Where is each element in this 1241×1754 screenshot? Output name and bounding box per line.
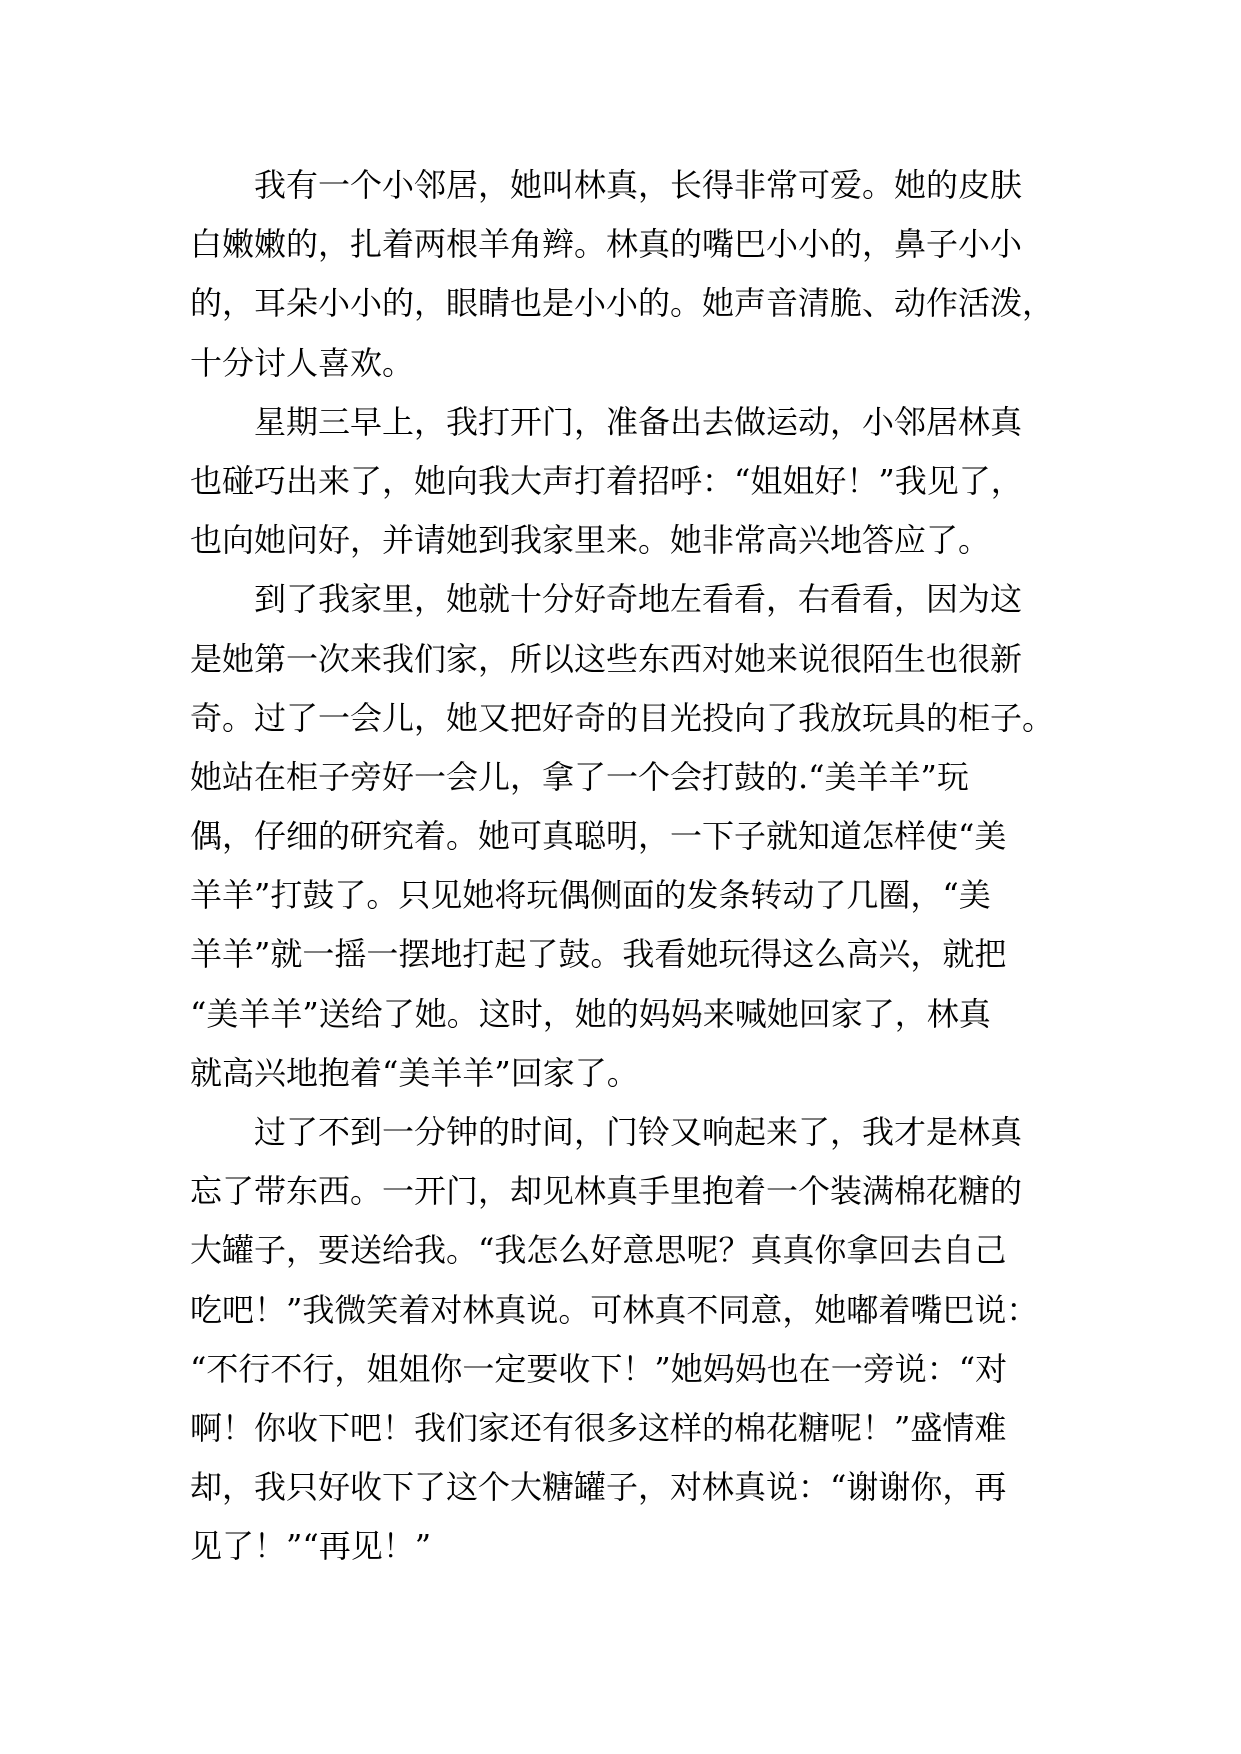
text-line: “美羊羊”送给了她。这时，她的妈妈来喊她回家了，林真 xyxy=(190,994,991,1033)
text-line: “不行不行，姐姐你一定要收下！”她妈妈也在一旁说：“对 xyxy=(190,1349,1008,1388)
text-line: 忘了带东西。一开门，却见林真手里抱着一个装满棉花糖的 xyxy=(190,1172,1023,1211)
text-line: 也碰巧出来了，她向我大声打着招呼：“姐姐好！”我见了， xyxy=(190,461,1023,500)
text-line: 啊！你收下吧！我们家还有很多这样的棉花糖呢！”盛情难 xyxy=(190,1408,1007,1447)
text-line: 大罐子，要送给我。“我怎么好意思呢？真真你拿回去自己 xyxy=(190,1231,1007,1270)
text-line: 是她第一次来我们家，所以这些东西对她来说很陌生也很新 xyxy=(190,639,1023,678)
text-line: 见了！”“再见！” xyxy=(190,1527,432,1566)
paragraph-1 xyxy=(190,156,1070,393)
text-line: 十分讨人喜欢。 xyxy=(190,343,415,382)
text-line: 星期三早上，我打开门，准备出去做运动，小邻居林真 xyxy=(190,402,1023,441)
text-line: 的，耳朵小小的，眼睛也是小小的。她声音清脆、动作活泼， xyxy=(190,284,1055,323)
text-line: 奇。过了一会儿，她又把好奇的目光投向了我放玩具的柜子。 xyxy=(190,698,1055,737)
text-line: 羊羊”就一摇一摆地打起了鼓。我看她玩得这么高兴，就把 xyxy=(190,935,1007,974)
text-line: 白嫩嫩的，扎着两根羊角辫。林真的嘴巴小小的，鼻子小小 xyxy=(190,225,1023,264)
text-line: 羊羊”打鼓了。只见她将玩偶侧面的发条转动了几圈，“美 xyxy=(190,876,991,915)
paragraph-2 xyxy=(190,393,1070,571)
text-line: 就高兴地抱着“美羊羊”回家了。 xyxy=(190,1053,639,1092)
text-line: 到了我家里，她就十分好奇地左看看，右看看，因为这 xyxy=(190,580,1023,619)
text-line: 却，我只好收下了这个大糖罐子，对林真说：“谢谢你，再 xyxy=(190,1468,1007,1507)
text-line: 偶，仔细的研究着。她可真聪明，一下子就知道怎样使“美 xyxy=(190,817,1007,856)
text-line: 我有一个小邻居，她叫林真，长得非常可爱。她的皮肤 xyxy=(190,166,1023,204)
text-line: 也向她问好，并请她到我家里来。她非常高兴地答应了。 xyxy=(190,521,991,560)
text-line: 吃吧！”我微笑着对林真说。可林真不同意，她嘟着嘴巴说： xyxy=(190,1290,1039,1329)
text-line: 过了不到一分钟的时间，门铃又响起来了，我才是林真 xyxy=(190,1113,1023,1151)
text-line: 她站在柜子旁好一会儿，拿了一个会打鼓的.“美羊羊”玩 xyxy=(190,757,969,796)
paragraph-4 xyxy=(190,1103,1070,1577)
paragraph-3 xyxy=(190,570,1070,1103)
document-body xyxy=(190,156,1070,1577)
